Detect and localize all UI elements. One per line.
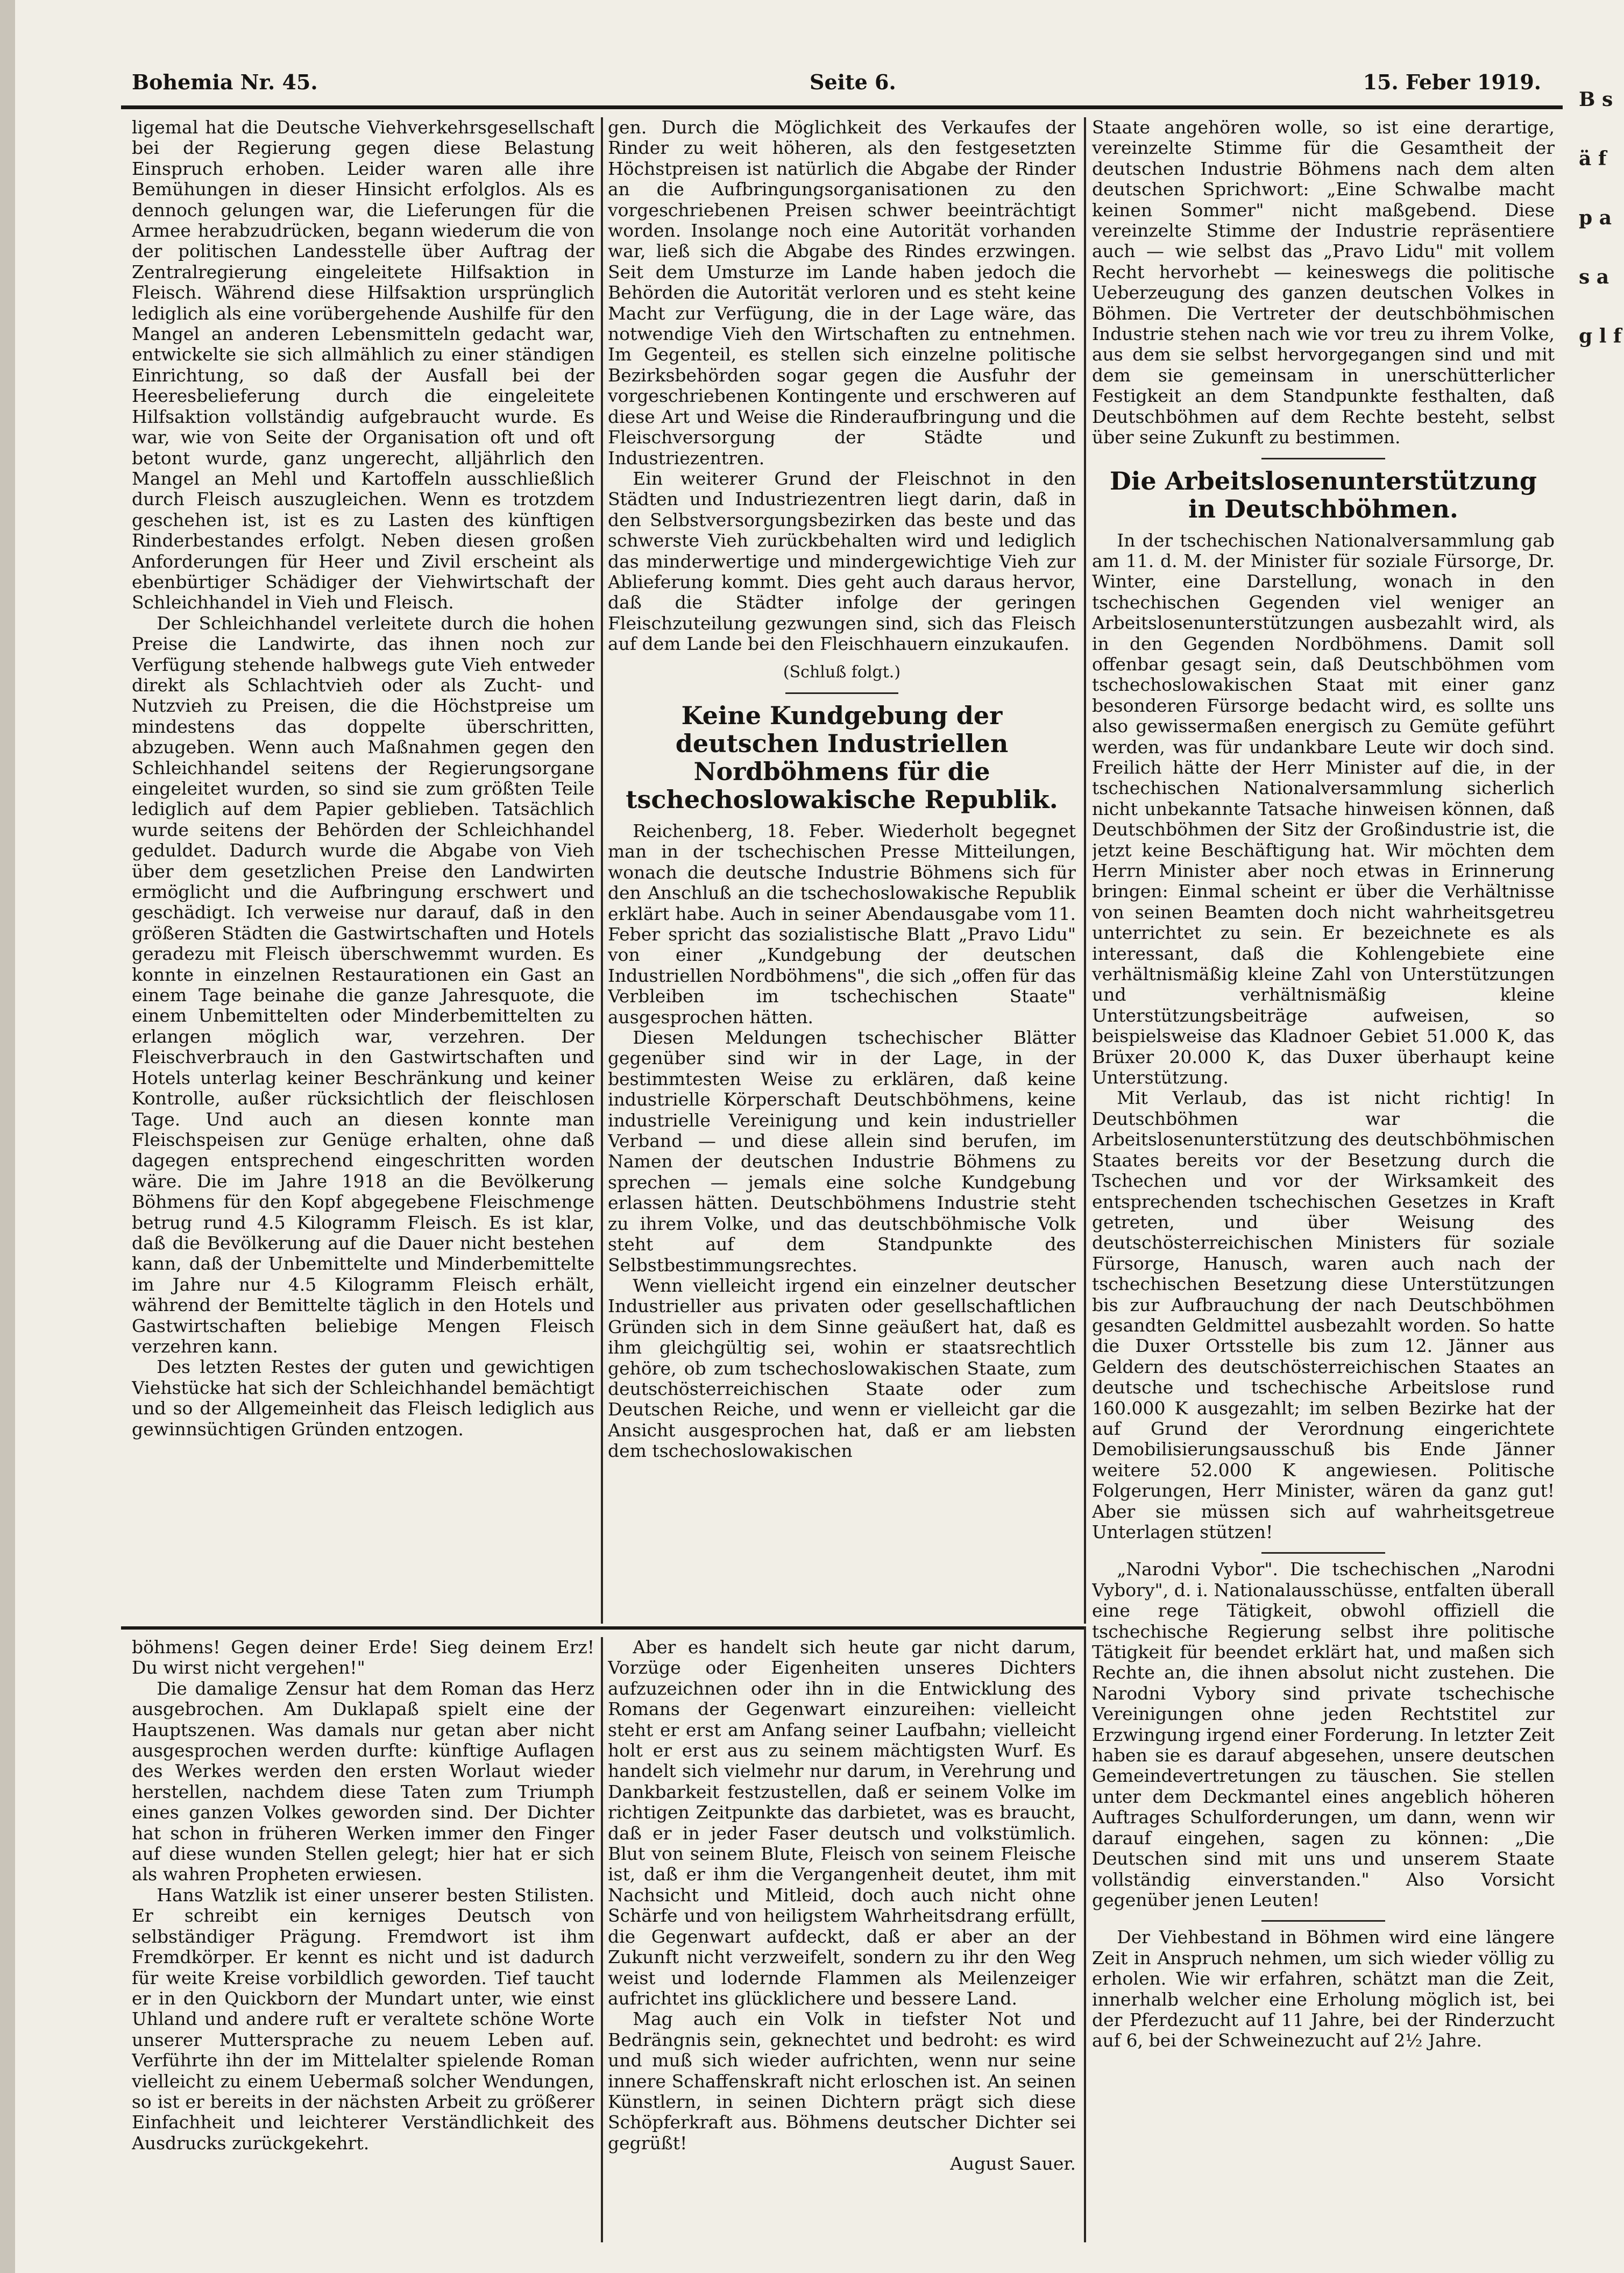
item-separator: [1261, 1920, 1385, 1922]
col2-paragraph: Ein weiterer Grund der Fleischnot in den Städten und Industriezentren liegt darin, daß in den Selbstversorgungsbezirken das beste und das schwerste Vieh zurückbehalten wird und lediglich das minderwertige und mindergewichtige Vieh zur Ablieferung kommt. Dies geht auch daraus hervor, daß die Städter infolge der geringen Fleischzuteilung gezwungen sind, sich das Fleisch auf dem Lande bei den Fleischhauern einzukaufen.: [608, 468, 1076, 655]
col2-paragraph: Wenn vielleicht irgend ein einzelner deutscher Industrieller aus privaten oder gesellschaftlichen Gründen sich in dem Sinne geäußert hat, daß es ihm gleichgültig sei, wohin er staatsrechtlich gehöre, ob zum tschechoslowakischen Staate, zum deutschösterreichischen Staate oder zum Deutschen Reiche, und wenn er vielleicht gar die Ansicht ausgesprochen hat, daß er am liebsten dem tschechoslowakischen: [608, 1274, 1076, 1462]
feuilleton-column-1: [132, 1637, 594, 2242]
col3-paragraph: „Narodni Vybor". Die tschechischen „Narodni Vybory", d. i. Nationalausschüsse, entfalten überall eine rege Tätigkeit, obwohl offiziell die tschechische Regierung selbst ihre politische Tätigkeit für beendet erklärt hat, und maßen sich Rechte an, die ihnen absolut nicht zustehen. Die Narodni Vybory sind private tschechische Vereinigungen ohne jeden Rechtstitel zur Erzwingung irgend einer Forderung. In letzter Zeit haben sie es darauf abgesehen, unsere deutschen Gemeindevertretungen zu täuschen. Sie stellen unter dem Deckmantel eines angeblich höheren Auftrages Schulforderungen, um dann, wenn wir darauf eingehen, sagen zu können: „Die Deutschen sind mit uns und unserem Staate vollständig einverstanden." Also Vorsicht gegenüber jenen Leuten!: [1092, 1559, 1555, 1910]
page-number: Seite 6.: [810, 70, 896, 94]
newspaper-page: [121, 63, 1563, 2242]
feuilleton-paragraph: Hans Watzlik ist einer unserer besten Stilisten. Er schreibt ein kerniges Deutsch von selbständiger Prägung. Fremdwort ist ihm Fremdkörper. Er kennt es nicht und ist dadurch für weite Kreise vorbildlich geworden. Tief taucht er in den Quickborn der Mundart unter, wie einst Uhland und andere ruft er veraltete schöne Worte unserer Muttersprache zu neuem Leben auf. Verführte ihn der im Mittelalter spielende Roman vielleicht zu einem Uebermaß solcher Wendungen, so ist er bereits in der nächsten Arbeit zu größerer Einfachheit und leichterer Verständlichkeit des Ausdrucks zurückgekehrt.: [132, 1884, 594, 2154]
feuilleton-paragraph: böhmens! Gegen deiner Erde! Sieg deinem Erz! Du wirst nicht vergehen!": [132, 1637, 594, 1679]
feuilleton-signature: August Sauer.: [950, 2153, 1076, 2175]
column-2: [608, 117, 1076, 1624]
continued-note: (Schluß folgt.): [783, 662, 901, 682]
article-headline: Die Arbeitslosenunterstützung in Deutschböhmen.: [1109, 466, 1537, 523]
paper-issue: Bohemia Nr. 45.: [132, 70, 318, 94]
header-rule: [121, 105, 1563, 109]
article-separator: [785, 692, 898, 694]
feuilleton-paragraph: Die damalige Zensur hat dem Roman das Herz ausgebrochen. Am Duklapaß spielt eine der Hauptszenen. Was damals nur getan aber nicht ausgesprochen werden durfte: künftige Auflagen des Werkes werden den ersten Worlaut wieder herstellen, nachdem diese Taten zum Triumph eines ganzen Volkes geworden sind. Der Dichter hat schon in früheren Werken immer den Finger auf diese wunden Stellen gelegt; hier hat er sich als wahren Propheten erwiesen.: [132, 1677, 594, 1885]
col1-paragraph: ligemal hat die Deutsche Viehverkehrsgesellschaft bei der Regierung gegen diese Belastung Einspruch erhoben. Leider waren alle ihre Bemühungen in dieser Hinsicht erfolglos. Als es dennoch gelungen war, die Lieferungen für die Armee herabzudrücken, begann wiederum die von der politischen Landesstelle über Auftrag der Zentralregierung eingeleitete Hilfsaktion in Fleisch. Während diese Hilfsaktion ursprünglich lediglich als eine vorübergehende Aushilfe für den Mangel an anderen Lebensmitteln gedacht war, entwickelte sie sich allmählich zu einer ständigen Einrichtung, so daß der Ausfall bei der Heeresbelieferung durch die eingeleitete Hilfsaktion vollständig aufgebraucht wurde. Es war, wie von Seite der Organisation oft und oft betont wurde, ganz ungerecht, alljährlich den Mangel an Mehl und Kartoffeln ausschließlich durch Fleisch auszugleichen. Wenn es trotzdem geschehen ist, ist es zu Lasten des künftigen Rinderbestandes erfolgt. Neben diesen großen Anforderungen für Heer und Zivil erscheint als ebenbürtiger Schädiger der Viehwirtschaft der Schleichhandel in Vieh und Fleisch.: [132, 117, 594, 613]
article-headline: Keine Kundgebung der deutschen Industriellen Nordböhmens für die tschechoslowakische Republik.: [626, 700, 1058, 814]
col3-paragraph: Der Viehbestand in Böhmen wird eine längere Zeit in Anspruch nehmen, um sich wieder völlig zu erholen. Wie wir erfahren, schätzt man die Zeit, innerhalb welcher eine Erholung möglich ist, bei der Pferdezucht auf 11 Jahre, bei der Rinderzucht auf 6, bei der Schweinezucht auf 2½ Jahre.: [1092, 1927, 1555, 2051]
col3-paragraph: In der tschechischen Nationalversammlung gab am 11. d. M. der Minister für soziale Fürsorge, Dr. Winter, eine Darstellung, wonach in den tschechischen Gegenden viel weniger an Arbeitslosenunterstützungen ausbezahlt wird, als in den Gegenden Nordböhmens. Damit soll offenbar gesagt sein, daß Deutschböhmen vom tschechoslowakischen Staat mit einer ganz besonderen Fürsorge bedacht wird, es sollte uns also gewissermaßen energisch zu Gemüte geführt werden, was für undankbare Leute wir doch sind. Freilich hätte der Herr Minister auf die, in der tschechischen Nationalversammlung sicherlich nicht unbekannte Tatsache hinweisen können, daß Deutschböhmen der Sitz der Großindustrie ist, die jetzt keine Beschäftigung hat. Wir möchten dem Herrn Minister aber noch etwas in Erinnerung bringen: Einmal scheint er über die Verhältnisse von seinen Beamten doch nicht wahrheitsgetreu unterrichtet zu sein. Er bezeichnete es als interessant, daß die Kohlengebiete eine verhältnismäßig kleine Zahl von Unterstützungen und verhältnismäßig kleine Unterstützungsbeiträge aufweisen, so beispielsweise das Kladnoer Gebiet 51.000 K, das Brüxer 20.000 K, das Duxer überhaupt keine Unterstützung.: [1092, 529, 1555, 1088]
column-divider: [1084, 1626, 1086, 2242]
col2-paragraph: Reichenberg, 18. Feber. Wiederholt begegnet man in der tschechischen Presse Mitteilungen, wonach die deutsche Industrie Böhmens sich für den Anschluß an die tschechoslowakische Republik erklärt habe. Auch in seiner Abendausgabe vom 11. Feber spricht das sozialistische Blatt „Pravo Lidu" von einer „Kundgebung der deutschen Industriellen Nordböhmens", die sich „offen für das Verbleiben im tschechischen Staate" ausgesprochen hätten.: [608, 820, 1076, 1028]
feuilleton-paragraph: Mag auch ein Volk in tiefster Not und Bedrängnis sein, geknechtet und bedroht: es wird und muß sich wieder aufrichten, wenn nur seine innere Schaffenskraft nicht erloschen ist. An seinen Künstlern, in seinen Dichtern prägt sich diese Schöpferkraft aus. Böhmens deutscher Dichter sei gegrüßt!: [608, 2008, 1076, 2154]
column-divider: [601, 1637, 603, 2242]
col1-paragraph: Des letzten Restes der guten und gewichtigen Viehstücke hat sich der Schleichhandel bemächtigt und so der Allgemeinheit das Fleisch lediglich aus gewinnsüchtigen Gründen entzogen.: [132, 1356, 594, 1440]
feuilleton-rule: [121, 1626, 1084, 1630]
feuilleton-paragraph: Aber es handelt sich heute gar nicht darum, Vorzüge oder Eigenheiten unseres Dichters aufzuzeichnen oder ihn in die Entwicklung des Romans der Gegenwart einzureihen: vielleicht steht er erst am Anfang seiner Laufbahn; vielleicht holt er erst aus zu seinem mächtigsten Wurf. Es handelt sich vielmehr nur darum, in Verehrung und Dankbarkeit festzustellen, daß er seinem Volke im richtigen Zeitpunkte das darbietet, was es braucht, daß er in jeder Faser deutsch und volkstümlich. Blut von seinem Blute, Fleisch von seinem Fleische ist, daß er ihm die Vergangenheit deutet, ihm mit Nachsicht und Mitleid, doch auch nicht ohne Schärfe und von heiligstem Wahrheitsdrang erfüllt, die Gegenwart aufdeckt, daß er aber an der Zukunft nicht verzweifelt, sondern zu ihr den Weg weist und lodernde Flammen als Meilenzeiger aufrichtet ins glücklichere und bessere Land.: [608, 1637, 1076, 2009]
column-divider: [1084, 117, 1086, 1624]
scan-edge-shadow: [0, 0, 15, 2273]
adjacent-page-edge: B s ä f p a s a g l f: [1579, 88, 1622, 348]
article-separator: [1261, 458, 1385, 459]
col1-paragraph: Der Schleichhandel verleitete durch die hohen Preise die Landwirte, das ihnen noch zur Verfügung stehende halbwegs gute Vieh entweder direkt als Schlachtvieh oder als Zucht- und Nutzvieh zu Preisen, die die Höchstpreise um mindestens das doppelte überschritten, abzugeben. Wenn auch Maßnahmen gegen den Schleichhandel seitens der Regierungsorgane eingeleitet wurden, so sind sie zum größten Teile lediglich auf dem Papier geblieben. Tatsächlich wurde seitens der Behörden der Schleichhandel geduldet. Dadurch wurde die Abgabe von Vieh über dem gesetzlichen Preise den Landwirten ermöglicht und die Aufbringung erschwert und geschädigt. Ich verweise nur darauf, daß in den größeren Städten die Gastwirtschaften und Hotels geradezu mit Fleisch überschwemmt wurden. Es konnte in einzelnen Restaurationen ein Gast an einem Tage beinahe die ganze Jahresquote, die einem Unbemittelten oder Minderbemittelten zu erlangen möglich war, verzehren. Der Fleischverbrauch in den Gastwirtschaften und Hotels unterlag keiner Beschränkung und keiner Kontrolle, außer rücksichtlich der fleischlosen Tage. Und auch an diesen konnte man Fleischspeisen zur Genüge erhalten, ohne daß dagegen entsprechend eingeschritten worden wäre. Die im Jahre 1918 an die Bevölkerung Böhmens für den Kopf abgegebene Fleischmenge betrug rund 4.5 Kilogramm Fleisch. Es ist klar, daß die Bevölkerung auf die Dauer nicht bestehen kann, daß der Unbemittelte und Minderbemittelte im Jahre nur 4.5 Kilogramm Fleisch erhält, während der Bemittelte täglich in den Hotels und Gastwirtschaften beliebige Mengen Fleisch verzehren kann.: [132, 612, 594, 1357]
col2-paragraph: Diesen Meldungen tschechischer Blätter gegenüber sind wir in der Lage, in der bestimmtesten Weise zu erklären, daß keine industrielle Körperschaft Deutschböhmens, keine industrielle Vereinigung und kein industrieller Verband — und diese allein sind berufen, im Namen der deutschen Industrie Böhmens zu sprechen — jemals eine solche Kundgebung erlassen hätten. Deutschböhmens Industrie steht zu ihrem Volke, und das deutschböhmische Volk steht auf dem Standpunkte des Selbstbestimmungsrechtes.: [608, 1027, 1076, 1276]
feuilleton-column-2: [608, 1637, 1076, 2242]
column-1: [132, 117, 594, 1624]
col3-paragraph: Staate angehören wolle, so ist eine derartige, vereinzelte Stimme für die Gesamtheit der deutschen Industrie Böhmens nach dem alten deutschen Sprichwort: „Eine Schwalbe macht keinen Sommer" nicht maßgebend. Diese vereinzelte Stimme der Industrie repräsentiere auch — wie selbst das „Pravo Lidu" mit vollem Recht hervorhebt — keineswegs die politische Ueberzeugung des ganzen deutschen Volkes in Böhmen. Die Vertreter der deutschböhmischen Industrie stehen nach wie vor treu zu ihrem Volke, aus dem sie selbst hervorgegangen sind und mit dem sie gemeinsam in unerschütterlicher Festigkeit an dem Standpunkte festhalten, daß Deutschböhmen auf dem Rechte besteht, selbst über seine Zukunft zu bestimmen.: [1092, 117, 1555, 448]
col3-paragraph: Mit Verlaub, das ist nicht richtig! In Deutschböhmen war die Arbeitslosenunterstützung des deutschböhmischen Staates bereits vor der Besetzung durch die Tschechen und vor der Wirksamkeit des entsprechenden tschechischen Gesetzes in Kraft getreten, und über Weisung des deutschösterreichischen Ministers für soziale Fürsorge, Hanusch, waren auch nach der tschechischen Besetzung diese Unterstützungen bis zur Aufbrauchung der nach Deutschböhmen gesandten Geldmittel ausbezahlt worden. So hatte die Duxer Ortsstelle bis zum 12. Jänner aus Geldern des deutschösterreichischen Staates an deutsche und tschechische Arbeitslose rund 160.000 K ausgezahlt; im selben Bezirke hat der auf Grund der Verordnung eingerichtete Demobilisierungsausschuß bis Ende Jänner weitere 52.000 K angewiesen. Politische Folgerungen, Herr Minister, wären da ganz gut! Aber sie müssen sich auf wahrheitsgetreue Unterlagen stützen!: [1092, 1087, 1555, 1542]
issue-date: 15. Feber 1919.: [1363, 70, 1541, 94]
item-separator: [1261, 1552, 1385, 1554]
page-header: [121, 63, 1563, 107]
column-divider: [601, 117, 603, 1624]
column-3: [1092, 117, 1555, 2232]
col2-paragraph: gen. Durch die Möglichkeit des Verkaufes der Rinder zu weit höheren, als den festgesetzten Höchstpreisen ist natürlich die Abgabe der Rinder an die Aufbringungsorganisationen zu den vorgeschriebenen Preisen schwer beeinträchtigt worden. Insolange noch eine Autorität vorhanden war, ließ sich die Abgabe des Rindes erzwingen. Seit dem Umsturze im Lande haben jedoch die Behörden die Autorität verloren und es steht keine Macht zur Verfügung, die in der Lage wäre, das notwendige Vieh den Wirtschaften zu entnehmen. Im Gegenteil, es stellen sich einzelne politische Bezirksbehörden sogar gegen die Ausfuhr der vorgeschriebenen Kontingente und erschweren auf diese Art und Weise die Rinderaufbringung und die Fleischversorgung der Städte und Industriezentren.: [608, 117, 1076, 469]
